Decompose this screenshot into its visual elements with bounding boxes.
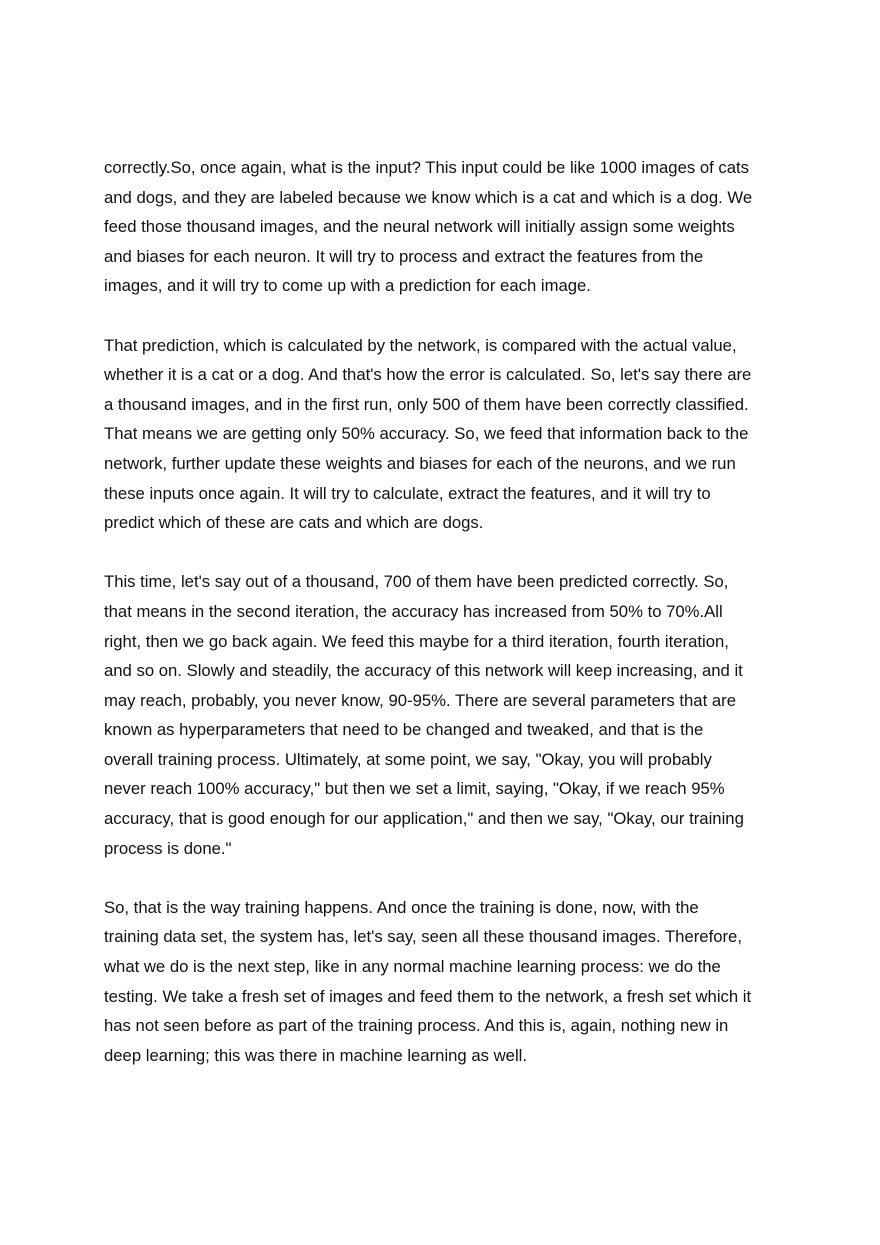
- paragraph-2: That prediction, which is calculated by the network, is compared with the actual value, whether it is a cat or a dog. And that's how the error is calculated. So, let's say there are a thousand images, and in the first run, only 500 of them have been correctly classified. That means we are getting only 50% accuracy. So, we feed that information back to the network, further update these weights and biases for each of the neurons, and we run these inputs once again. It will try to calculate, extract the features, and it will try to predict which of these are cats and which are dogs.: [104, 335, 752, 533]
- paragraph-3: This time, let's say out of a thousand, 700 of them have been predicted correctly. So, that means in the second iteration, the accuracy has increased from 50% to 70%.All right, then we go back again. We feed this maybe for a third iteration, fourth iteration, and so on. Slowly and steadily, the accuracy of this network will keep increasing, and it may reach, probably, you never know, 90-95%. There are several parameters that are known as hyperparameters that need to be changed and tweaked, and that is the overall training process. Ultimately, at some point, we say, "Okay, you will probably never reach 100% accuracy," but then we set a limit, saying, "Okay, if we reach 95% accuracy, that is good enough for our application," and then we say, "Okay, our training process is done.": [104, 572, 744, 858]
- paragraph-4: So, that is the way training happens. And once the training is done, now, with the training data set, the system has, let's say, seen all these thousand images. Therefore, what we do is the next step, like in any normal machine learning process: we do the testing. We take a fresh set of images and feed them to the network, a fresh set which it has not seen before as part of the training process. And this is, again, nothing new in deep learning; this was there in machine learning as well.: [104, 897, 752, 1065]
- paragraph-1: correctly.So, once again, what is the input? This input could be like 1000 images of cats and dogs, and they are labeled because we know which is a cat and which is a dog. We feed those thousand images, and the neural network will initially assign some weights and biases for each neuron. It will try to process and extract the features from the images, and it will try to come up with a prediction for each image.: [104, 158, 753, 296]
- document-body: [104, 153, 784, 1100]
